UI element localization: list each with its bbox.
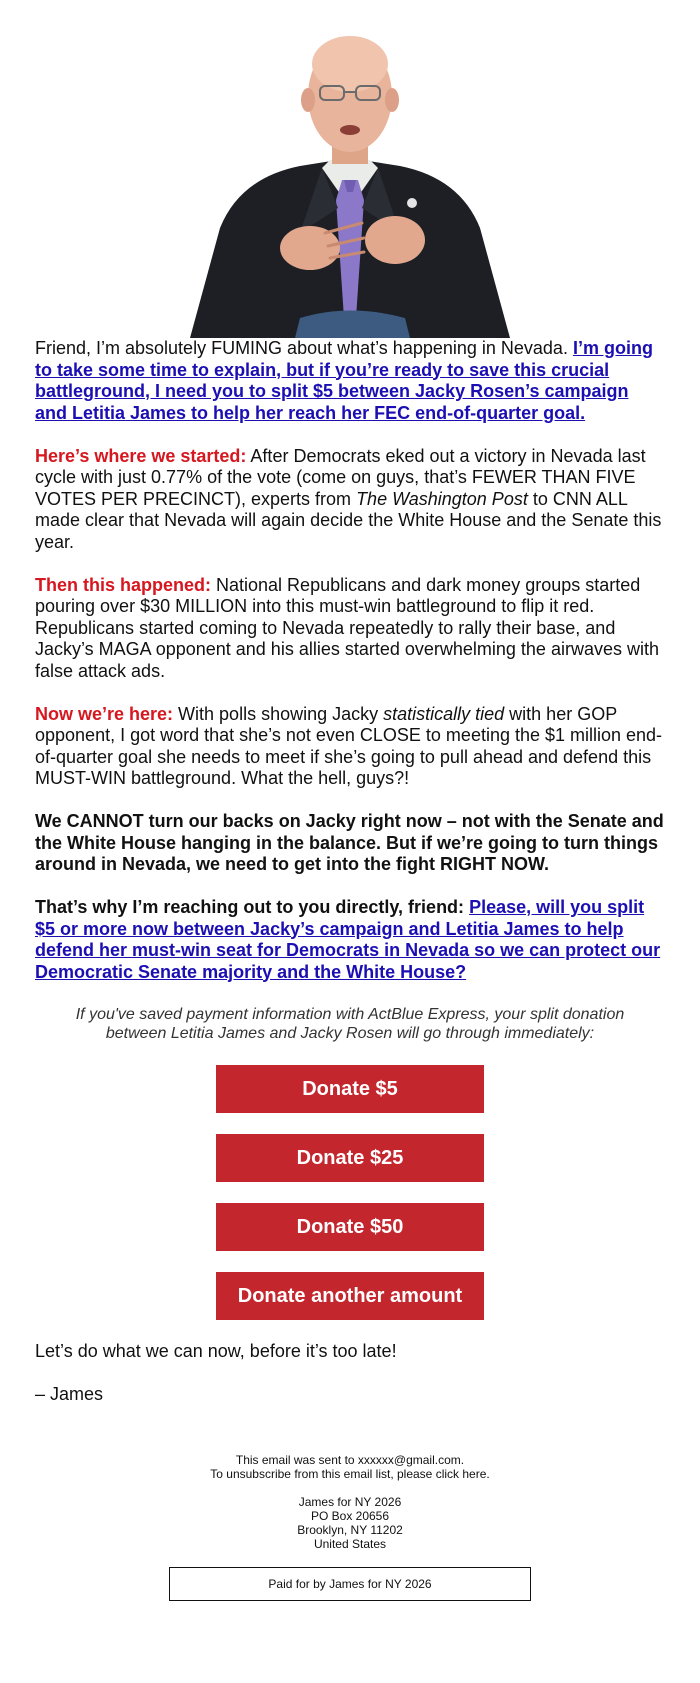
donate-50-button[interactable]: Donate $50 [216, 1203, 484, 1251]
donate-5-button[interactable]: Donate $5 [216, 1065, 484, 1113]
now-text-a: With polls showing Jacky [173, 703, 384, 724]
address-name: James for NY 2026 [298, 1495, 402, 1509]
section-label-happened: Then this happened: [35, 574, 212, 595]
closing-line: Let’s do what we can now, before it’s too late! [35, 1340, 397, 1361]
speaker-photo [150, 18, 550, 338]
address-city: Brooklyn, NY 11202 [297, 1523, 403, 1537]
section-label-started: Here’s where we started: [35, 445, 247, 466]
section-label-now: Now we’re here: [35, 703, 174, 724]
started-text-a: After Democrats eked out a victory in Nevada last cycle with just 0.77% of the vote (come on guys, that’s FEWER THAN FIVE VOTES PER PRECINCT), experts from [35, 445, 646, 509]
paragraph-reaching-out [35, 897, 665, 983]
paragraph-now-were-here [35, 704, 665, 790]
paid-for-disclaimer: Paid for by James for NY 2026 [169, 1567, 531, 1601]
message-content [0, 338, 700, 1405]
paragraph-then-this-happened [35, 575, 665, 683]
footer-notice [0, 1453, 700, 1481]
happened-text: National Republicans and dark money groups started pouring over $30 MILLION into this must-win battleground to flip it red. Republicans started coming to Nevada repeatedly to rally their base, and Jacky’s MAGA opponent and his allies started overwhelming the airwaves with false attack ads. [35, 574, 659, 681]
paragraph-cannot-turn-backs: We CANNOT turn our backs on Jacky right now – not with the Senate and the White House hanging in the balance. But if we’re going to turn things around in Nevada, we need to get into the fight RIGHT NOW. [35, 811, 664, 874]
paragraph-where-we-started [35, 446, 665, 554]
closing-block [35, 1341, 665, 1406]
address-box: PO Box 20656 [310, 1509, 390, 1523]
sent-to-suffix: . [460, 1453, 465, 1467]
recipient-email[interactable]: xxxxxx@gmail.com [357, 1453, 461, 1467]
email-footer [0, 1453, 700, 1601]
address-country: United States [313, 1537, 387, 1551]
email-body [0, 18, 700, 1601]
intro-donate-link[interactable]: I’m going to take some time to explain, but if you’re ready to save this crucial battleground, I need you to split $5 between Jacky Rosen’s campaign and Letitia James to help her reach her FEC end-of-quarter goal. [35, 338, 653, 423]
now-italic: statistically tied [383, 703, 505, 724]
split-donation-link[interactable]: Please, will you split $5 or more now between Jacky’s campaign and Letitia James to help defend her must-win seat for Democrats in Nevada so we can protect our Democratic Senate majority and the White House? [35, 897, 661, 982]
reaching-out-text: That’s why I’m reaching out to you directly, friend: [35, 897, 470, 917]
now-text-b: with her GOP opponent, I got word that she’s not even CLOSE to meeting the $1 million end-of-quarter goal she needs to meet if she’s going to pull ahead and defend this MUST-WIN battleground. What the hell, guys?! [35, 703, 663, 788]
paragraph-intro [35, 338, 665, 424]
donate-other-amount-button[interactable]: Donate another amount [216, 1272, 484, 1320]
started-italic: The Washington Post [356, 488, 528, 509]
unsubscribe-link[interactable]: To unsubscribe from this email list, please click here. [210, 1467, 490, 1481]
actblue-express-note: If you've saved payment information with ActBlue Express, your split donation between Letitia James and Jacky Rosen will go through immediately: [75, 1005, 625, 1042]
started-text-b: to CNN ALL made clear that Nevada will again decide the White House and the Senate this year. [35, 488, 662, 552]
intro-text: Friend, I’m absolutely FUMING about what’s happening in Nevada. [35, 338, 573, 358]
donate-25-button[interactable]: Donate $25 [216, 1134, 484, 1182]
sent-to-prefix: This email was sent to [235, 1453, 358, 1467]
signature: – James [35, 1383, 104, 1404]
mailing-address [0, 1495, 700, 1551]
